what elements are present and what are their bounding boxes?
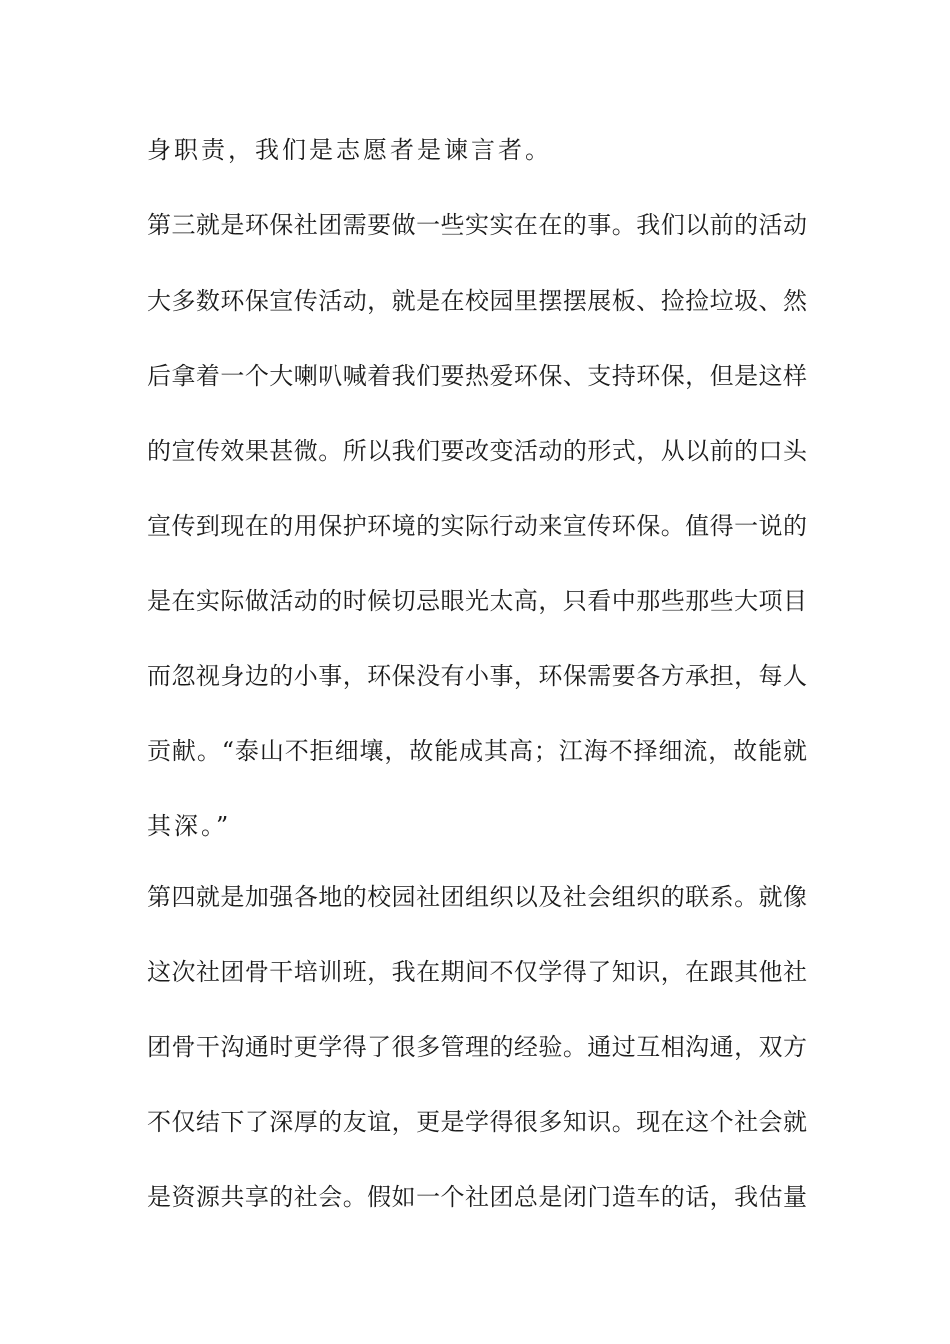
text-line: 第四就是加强各地的校园社团组织以及社会组织的联系。就像 <box>147 883 807 911</box>
text-line: 第三就是环保社团需要做一些实实在在的事。我们以前的活动 <box>147 211 807 239</box>
text-line: 的宣传效果甚微。所以我们要改变活动的形式，从以前的口头 <box>147 437 807 465</box>
text-line: 是资源共享的社会。假如一个社团总是闭门造车的话，我估量 <box>147 1183 807 1211</box>
text-line: 身职责，我们是志愿者是谏言者。 <box>147 136 552 164</box>
text-line: 而忽视身边的小事，环保没有小事，环保需要各方承担，每人 <box>147 662 807 690</box>
text-line: 大多数环保宣传活动，就是在校园里摆摆展板、捡捡垃圾、然 <box>147 287 807 315</box>
text-line: 其深。” <box>147 812 232 840</box>
text-line: 这次社团骨干培训班，我在期间不仅学得了知识，在跟其他社 <box>147 958 807 986</box>
text-line: 不仅结下了深厚的友谊，更是学得很多知识。现在这个社会就 <box>147 1108 807 1136</box>
text-line: 团骨干沟通时更学得了很多管理的经验。通过互相沟通，双方 <box>147 1033 807 1061</box>
text-line: 后拿着一个大喇叭喊着我们要热爱环保、支持环保，但是这样 <box>147 362 807 390</box>
text-line: 贡献。“泰山不拒细壤，故能成其高；江海不择细流，故能就 <box>147 737 807 765</box>
text-line: 是在实际做活动的时候切忌眼光太高，只看中那些那些大项目 <box>147 587 807 615</box>
text-line: 宣传到现在的用保护环境的实际行动来宣传环保。值得一说的 <box>147 512 807 540</box>
